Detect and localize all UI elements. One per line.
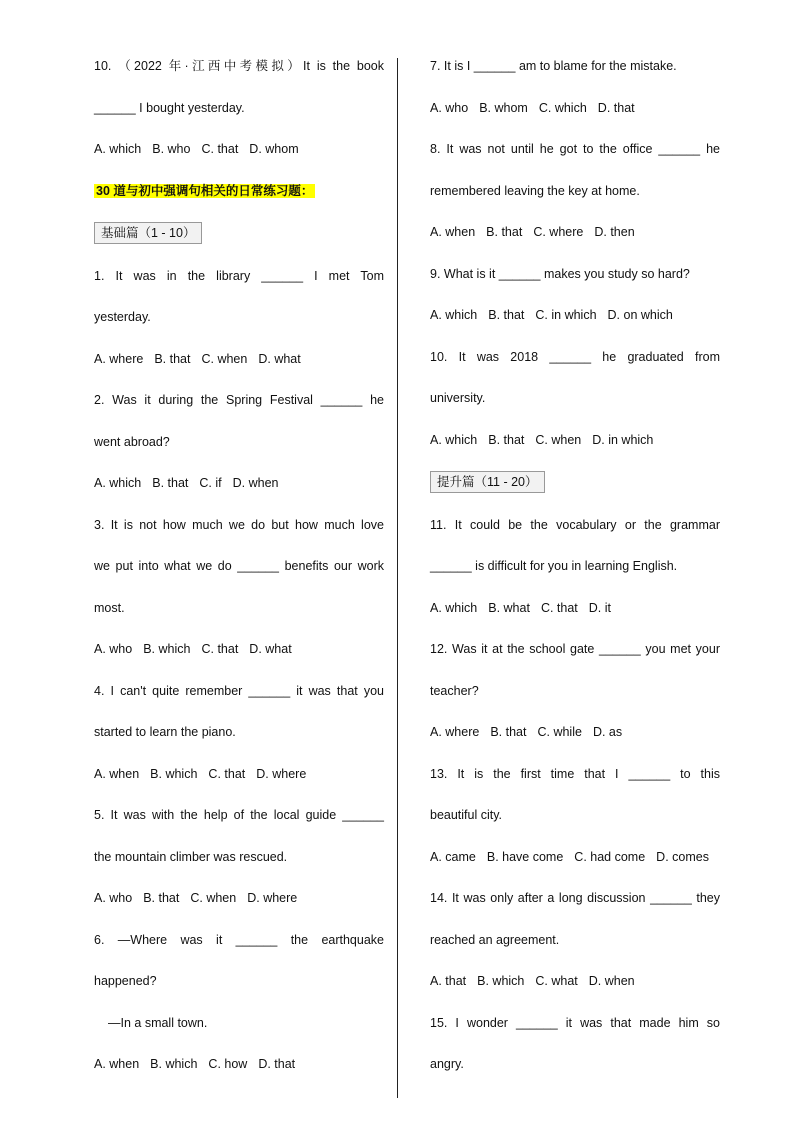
answer-option: B. what: [488, 600, 530, 615]
question-line: [94, 556, 384, 576]
answer-option: B. who: [152, 142, 191, 156]
question-text: university.: [430, 391, 486, 405]
answer-option: C. where: [533, 225, 584, 239]
answer-option: C. if: [199, 476, 222, 490]
answer-option: C. in which: [535, 308, 597, 322]
question-text: —In a small town.: [108, 1015, 208, 1030]
question-text: happened?: [94, 974, 157, 988]
answer-option: C. when: [535, 432, 582, 447]
highlighted-heading: 30 道与初中强调句相关的日常练习题：: [96, 183, 314, 198]
answer-options: [94, 764, 384, 784]
question-line: [94, 56, 384, 76]
question-text: angry.: [430, 1057, 464, 1071]
answer-option: D. when: [232, 476, 279, 490]
answer-option: C. that: [201, 142, 239, 156]
answer-options: [430, 847, 720, 867]
question-line: [430, 515, 720, 535]
question-line: [94, 971, 384, 991]
question-line: [430, 388, 720, 408]
answer-option: B. whom: [479, 100, 528, 115]
answer-option: B. that: [490, 725, 527, 739]
question-text: 10. It was 2018 ______ he graduated from: [430, 349, 720, 364]
heading-line: [94, 181, 384, 201]
question-text: yesterday.: [94, 310, 151, 324]
answer-option: C. how: [208, 1057, 248, 1071]
question-text: 1. It was in the library ______ I met Tom: [94, 268, 384, 283]
answer-option: A. when: [94, 1057, 140, 1071]
answer-option: B. that: [486, 225, 523, 239]
question-line: [94, 847, 384, 867]
answer-options: [430, 222, 720, 242]
answer-options: [430, 305, 720, 325]
answer-options: [94, 639, 384, 659]
answer-option: B. that: [488, 432, 525, 447]
answer-option: A. who: [94, 891, 133, 905]
answer-option: B. which: [143, 642, 191, 656]
answer-option: C. which: [538, 100, 587, 115]
answer-options: [94, 888, 384, 908]
answer-option: A. which: [430, 600, 478, 615]
answer-option: A. who: [430, 100, 469, 115]
question-text: 9. What is it ______ makes you study so hard?: [430, 266, 690, 281]
column-divider: [397, 58, 398, 1098]
section-line: [94, 222, 384, 244]
answer-option: B. which: [150, 766, 198, 781]
section-label: 提升篇（11 - 20）: [430, 471, 545, 493]
question-line: [430, 1054, 720, 1074]
question-text: 11. It could be the vocabulary or the grammar: [430, 517, 720, 532]
question-line: [94, 722, 384, 742]
question-line: [430, 764, 720, 784]
answer-option: B. that: [143, 891, 180, 905]
answer-option: A. which: [430, 308, 478, 322]
answer-options: [430, 722, 720, 742]
question-line: [430, 888, 720, 908]
answer-option: C. when: [201, 351, 248, 366]
question-line: [94, 307, 384, 327]
section-line: [430, 471, 720, 493]
answer-options: [430, 98, 720, 118]
answer-option: A. when: [430, 225, 476, 239]
answer-option: A. where: [94, 351, 144, 366]
answer-option: A. where: [430, 725, 480, 739]
answer-option: D. that: [258, 1057, 296, 1071]
question-text: ______ is difficult for you in learning English.: [430, 559, 678, 573]
answer-options: [94, 349, 384, 369]
answer-option: D. whom: [249, 142, 299, 156]
question-line: [94, 515, 384, 535]
question-text: ______ I bought yesterday.: [94, 100, 245, 115]
answer-option: D. that: [597, 100, 635, 115]
question-line: [94, 390, 384, 410]
question-line: [430, 805, 720, 825]
question-text: 14. It was only after a long discussion ______ they: [430, 891, 720, 905]
answer-option: C. while: [537, 725, 582, 739]
answer-option: C. when: [190, 891, 237, 905]
question-line: [94, 98, 384, 118]
section-label: 基础篇（1 - 10）: [94, 222, 202, 244]
answer-option: B. that: [154, 351, 191, 366]
question-line: [430, 681, 720, 701]
answer-option: A. which: [430, 432, 478, 447]
answer-option: C. that: [201, 642, 239, 656]
answer-option: A. which: [94, 476, 142, 490]
question-text: beautiful city.: [430, 808, 503, 822]
question-text: we put into what we do ______ benefits our work: [94, 559, 384, 573]
question-line: [430, 556, 720, 576]
answer-option: D. then: [594, 225, 635, 239]
question-line: [94, 805, 384, 825]
answer-option: A. that: [430, 974, 467, 988]
question-line: [430, 139, 720, 159]
question-line: [94, 681, 384, 701]
question-text: 7. It is I ______ am to blame for the mistake.: [430, 59, 677, 73]
question-text: 10. （2022 年·江西中考模拟）It is the book: [94, 59, 384, 73]
question-text: reached an agreement.: [430, 932, 560, 947]
answer-option: B. which: [477, 974, 525, 988]
question-line: [430, 1013, 720, 1033]
question-text: went abroad?: [94, 434, 170, 449]
answer-option: D. where: [256, 766, 307, 781]
right-column: [430, 56, 720, 1096]
answer-option: B. which: [150, 1057, 198, 1071]
answer-options: [94, 139, 384, 159]
left-column: [94, 56, 384, 1096]
answer-option: C. had come: [574, 849, 646, 864]
question-text: 2. Was it during the Spring Festival ______ he: [94, 393, 384, 407]
answer-option: D. it: [588, 600, 611, 615]
answer-option: C. what: [535, 974, 578, 988]
answer-option: D. on which: [607, 308, 673, 322]
question-text: 8. It was not until he got to the office ______ he: [430, 142, 720, 156]
question-text: 6. —Where was it ______ the earthquake: [94, 932, 384, 947]
answer-options: [430, 430, 720, 450]
answer-option: A. who: [94, 642, 133, 656]
answer-option: B. that: [152, 476, 189, 490]
question-text: most.: [94, 600, 125, 615]
question-line: [430, 181, 720, 201]
answer-option: A. which: [94, 142, 142, 156]
question-text: 12. Was it at the school gate ______ you met your: [430, 642, 720, 656]
question-text: 13. It is the first time that I ______ to this: [430, 766, 720, 781]
question-line: [94, 598, 384, 618]
question-line: [430, 639, 720, 659]
answer-option: D. where: [247, 891, 298, 905]
answer-option: A. when: [94, 766, 140, 781]
answer-option: D. what: [249, 642, 292, 656]
question-line: [94, 930, 384, 950]
question-text: 4. I can't quite remember ______ it was that you: [94, 683, 384, 698]
question-line: [94, 1013, 384, 1033]
question-text: the mountain climber was rescued.: [94, 849, 288, 864]
question-line: [430, 264, 720, 284]
question-line: [430, 930, 720, 950]
answer-option: D. as: [592, 725, 623, 739]
question-line: [430, 56, 720, 76]
answer-options: [430, 971, 720, 991]
question-text: 3. It is not how much we do but how much love: [94, 517, 384, 532]
answer-option: D. when: [588, 974, 635, 988]
question-text: remembered leaving the key at home.: [430, 183, 640, 198]
answer-option: C. that: [208, 766, 246, 781]
answer-option: D. in which: [592, 432, 654, 447]
question-line: [94, 266, 384, 286]
answer-options: [94, 473, 384, 493]
question-line: [94, 432, 384, 452]
answer-options: [94, 1054, 384, 1074]
question-text: teacher?: [430, 683, 479, 698]
question-text: 15. I wonder ______ it was that made him so: [430, 1015, 720, 1030]
answer-option: D. comes: [656, 849, 709, 864]
question-text: 5. It was with the help of the local guide ______: [94, 808, 384, 822]
answer-option: A. came: [430, 849, 476, 864]
question-line: [430, 347, 720, 367]
answer-option: C. that: [540, 600, 578, 615]
answer-option: B. have come: [486, 849, 564, 864]
answer-option: B. that: [488, 308, 525, 322]
answer-options: [430, 598, 720, 618]
answer-option: D. what: [258, 351, 301, 366]
question-text: started to learn the piano.: [94, 725, 236, 739]
